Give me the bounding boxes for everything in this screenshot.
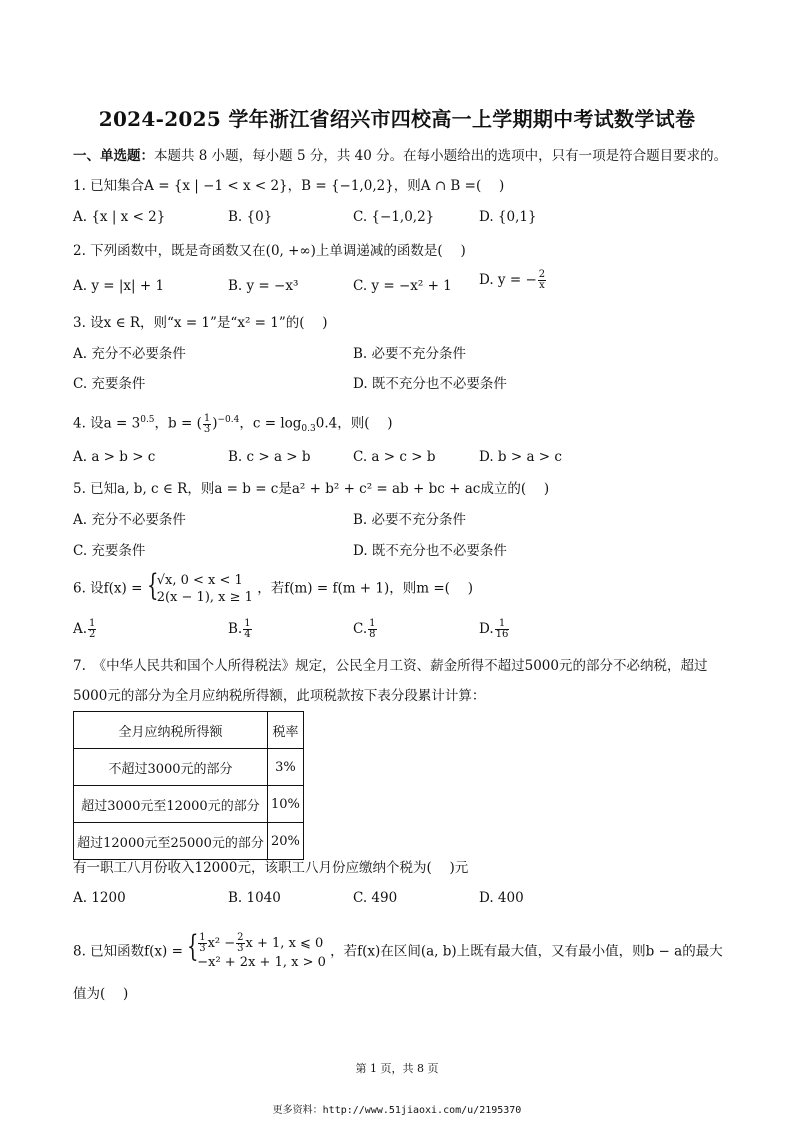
denominator: 2: [89, 629, 96, 640]
case-1-middle: x² −: [207, 936, 236, 951]
option-label: C.: [353, 621, 368, 637]
q8-stem-b: ，若f(x)在区间(a, b)上既有最大值，又有最小值，则b − a的最大: [330, 943, 723, 960]
question-6-stem: [73, 568, 473, 606]
q3-option-b: B. 必要不充分条件: [353, 346, 467, 362]
piecewise-case-2: −x² + 2x + 1, x > 0: [197, 955, 326, 970]
option-label: A.: [73, 621, 88, 637]
brace-glyph: {: [146, 568, 159, 603]
q4-exponent-b: −0.4: [217, 415, 240, 425]
table-header-cell: 税率: [268, 712, 304, 749]
piecewise-function: [146, 568, 253, 606]
fraction: [368, 619, 376, 640]
question-8-line-2: 值为( ): [73, 986, 129, 1002]
question-5-stem: 5. 已知a, b, c ∈ R，则a = b = c是a² + b² + c² = ab + bc + ac成立的( ): [73, 481, 550, 497]
table-cell: 不超过3000元的部分: [74, 749, 268, 786]
q1-option-c: C. {−1,0,2}: [353, 209, 435, 225]
q6-option-d: [479, 619, 510, 640]
question-7-line-2: 5000元的部分为全月应纳税所得额，此项税款按下表分段累计计算：: [73, 688, 486, 704]
q4-stem-c: ): [212, 415, 218, 432]
page-title: 2024-2025 学年浙江省绍兴市四校高一上学期期中考试数学试卷: [98, 107, 696, 131]
page-footer: 第 1 页，共 8 页: [355, 1062, 439, 1075]
q2-option-b: B. y = −x³: [228, 278, 299, 294]
fraction: [495, 619, 510, 640]
numerator: 1: [495, 619, 510, 630]
option-label: B.: [228, 621, 243, 637]
denominator: 4: [244, 629, 251, 640]
q2-option-d: [479, 270, 547, 291]
numerator: 1: [203, 412, 211, 424]
q6-stem-b: ，若f(m) = f(m + 1)，则m =( ): [257, 580, 473, 597]
q2-option-d-label: D. y = −: [479, 272, 537, 288]
numerator: 1: [199, 932, 206, 943]
table-row: [74, 823, 304, 860]
table-row: [74, 786, 304, 823]
denominator: x: [539, 280, 545, 291]
q4-option-d: D. b > a > c: [479, 449, 562, 465]
q7-option-b: B. 1040: [228, 890, 281, 906]
question-7-after-table: 有一职工八月份收入12000元，该职工八月份应缴纳个税为( )元: [73, 860, 469, 876]
q8-stem-a: 8. 已知函数f(x) =: [73, 943, 183, 960]
fraction: [538, 270, 546, 291]
table-cell: 超过12000元至25000元的部分: [74, 823, 268, 860]
table-row: [74, 749, 304, 786]
q6-option-b: [228, 619, 253, 640]
numerator: 1: [369, 618, 376, 629]
fraction: [198, 933, 206, 954]
q7-option-a: A. 1200: [73, 890, 126, 906]
q3-option-c: C. 充要条件: [73, 376, 146, 392]
table-cell: 3%: [268, 749, 304, 786]
table-cell: 20%: [268, 823, 304, 860]
q4-stem-d: ，c = log: [239, 415, 302, 432]
q1-option-a: A. {x | x < 2}: [73, 209, 166, 225]
q4-exponent-a: 0.5: [140, 415, 155, 425]
piecewise-function: [187, 929, 326, 971]
q2-option-c: C. y = −x² + 1: [353, 278, 452, 294]
numerator: 1: [244, 618, 251, 629]
q4-log-base: 0.3: [301, 424, 316, 435]
q6-stem-a: 6. 设f(x) =: [73, 580, 143, 597]
q2-option-a: A. y = |x| + 1: [73, 278, 165, 294]
q5-option-d: D. 既不充分也不必要条件: [353, 543, 507, 559]
fraction: [88, 619, 96, 640]
q6-option-a: [73, 619, 97, 640]
q5-option-c: C. 充要条件: [73, 543, 146, 559]
brace-glyph: {: [187, 929, 199, 964]
denominator: 16: [495, 629, 509, 640]
table-cell: 超过3000元至12000元的部分: [74, 786, 268, 823]
piecewise-case-1: [197, 933, 326, 954]
fraction: [203, 414, 211, 435]
q1-option-d: D. {0,1}: [479, 209, 537, 225]
q4-stem-a: 4. 设a = 3: [73, 415, 141, 432]
q4-option-b: B. c > a > b: [228, 449, 311, 465]
fraction: [236, 933, 244, 954]
q4-stem-b: ，b = (: [154, 415, 202, 432]
question-7-line-1: 7. 《中华人民共和国个人所得税法》规定，公民全月工资、薪金所得不超过5000元的部分不必纳税，超过: [73, 658, 708, 674]
q7-option-d: D. 400: [479, 890, 524, 906]
case-1-end: x + 1, x ⩽ 0: [245, 936, 324, 951]
tax-rate-table: [73, 711, 304, 860]
q7-option-c: C. 490: [353, 890, 398, 906]
piecewise-case-1: √x, 0 < x < 1: [156, 573, 243, 588]
question-2-stem: 2. 下列函数中，既是奇函数又在(0, +∞)上单调递减的函数是( ): [73, 243, 466, 259]
section-heading: [73, 146, 727, 166]
fraction: [243, 619, 251, 640]
q4-option-a: A. a > b > c: [73, 449, 156, 465]
q3-option-d: D. 既不充分也不必要条件: [353, 376, 507, 392]
numerator: 2: [237, 932, 244, 943]
q6-option-c: [353, 619, 378, 640]
q1-option-b: B. {0}: [228, 209, 273, 225]
denominator: 8: [369, 629, 376, 640]
option-label: D.: [479, 621, 494, 637]
section-head: 一、单选题：: [73, 148, 154, 164]
section-description: 本题共 8 小题，每小题 5 分，共 40 分。在每小题给出的选项中，只有一项是符合题目要求的。: [154, 148, 728, 164]
numerator: 2: [538, 269, 546, 280]
question-1-stem: 1. 已知集合A = {x | −1 < x < 2}，B = {−1,0,2}，则A ∩ B =( ): [73, 178, 505, 194]
denominator: 3: [237, 943, 244, 954]
q3-option-a: A. 充分不必要条件: [73, 346, 186, 362]
question-3-stem: 3. 设x ∈ R，则“x = 1”是“x² = 1”的( ): [73, 315, 328, 331]
q5-option-b: B. 必要不充分条件: [353, 512, 467, 528]
question-8-stem: [73, 929, 723, 971]
table-header-cell: 全月应纳税所得额: [74, 712, 268, 749]
numerator: 1: [89, 618, 96, 629]
q4-option-c: C. a > c > b: [353, 449, 436, 465]
table-cell: 10%: [268, 786, 304, 823]
table-header-row: [74, 712, 304, 749]
q4-stem-e: 0.4，则( ): [315, 415, 393, 432]
denominator: 3: [199, 943, 206, 954]
piecewise-case-2: 2(x − 1), x ≥ 1: [156, 590, 253, 605]
denominator: 3: [203, 423, 211, 435]
q5-option-a: A. 充分不必要条件: [73, 512, 186, 528]
question-4-stem: [73, 410, 393, 439]
source-link[interactable]: 更多资料：http://www.51jiaoxi.com/u/2195370: [272, 1105, 522, 1116]
